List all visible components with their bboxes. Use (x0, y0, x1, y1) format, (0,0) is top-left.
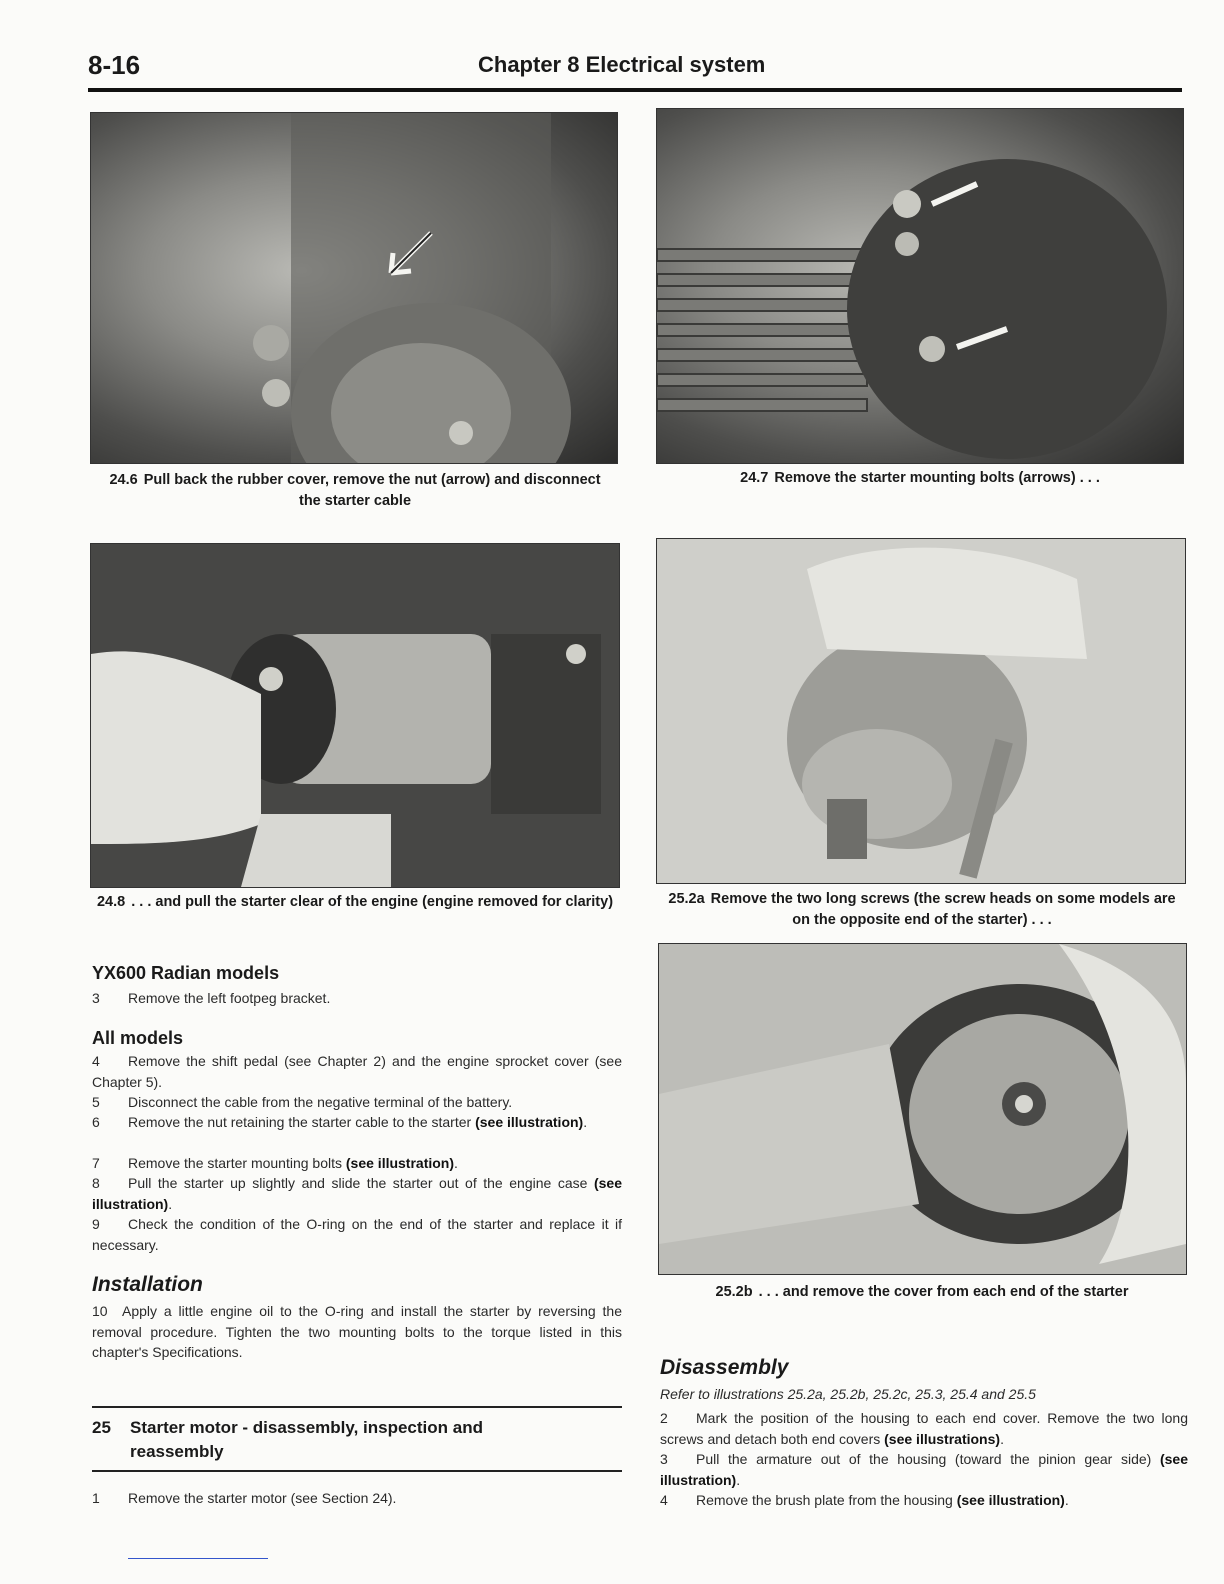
section-rule-bottom (92, 1470, 622, 1472)
photo-24-8 (90, 543, 620, 888)
footer-line (128, 1558, 268, 1559)
caption-25-2b: 25.2b . . . and remove the cover from each end of the starter (715, 1284, 1129, 1300)
step-5: 5 Disconnect the cable from the negative terminal of the battery. (92, 1094, 513, 1110)
caption-24-6: 24.6 Pull back the rubber cover, remove the nut (arrow) and disconnect the starter cable (109, 472, 601, 509)
caption-25-2a: 25.2a Remove the two long screws (the screw heads on some models are on the opposite end of the starter) . . . (668, 891, 1176, 928)
step-1: 1 Remove the starter motor (see Section 24). (92, 1490, 397, 1506)
step-3-left: 3 Remove the left footpeg bracket. (92, 990, 331, 1006)
caption-24-7: 24.7 Remove the starter mounting bolts (arrows) . . . (740, 470, 1100, 486)
step-6: 6 Remove the nut retaining the starter cable to the starter (see illustration). (92, 1114, 588, 1130)
page-number: 8-16 (88, 50, 141, 80)
step-4-right: 4 Remove the brush plate from the housing (see illustration). (660, 1492, 1069, 1508)
photo-25-2a (656, 538, 1186, 884)
step-3-right: 3 Pull the armature out of the housing (toward the pinion gear side) (see illustration). (660, 1451, 1188, 1488)
step-8: 8 Pull the starter up slightly and slide the starter out of the engine case (see illustration). (92, 1175, 622, 1212)
step-4: 4 Remove the shift pedal (see Chapter 2) and the engine sprocket cover (see Chapter 5). (92, 1053, 622, 1090)
photo-25-2b (658, 943, 1187, 1275)
refer-illustrations: Refer to illustrations 25.2a, 25.2b, 25.2c, 25.3, 25.4 and 25.5 (660, 1386, 1036, 1402)
section-25-title: 25 Starter motor - disassembly, inspection and reassembly (92, 1418, 483, 1461)
page-header (88, 50, 1180, 90)
step-2-right: 2 Mark the position of the housing to each end cover. Remove the two long screws and detach both end covers (see illustrations). (660, 1410, 1188, 1447)
heading-all-models: All models (92, 1028, 184, 1048)
section-rule-top (92, 1406, 622, 1408)
heading-radian-models: YX600 Radian models (92, 963, 280, 983)
heading-installation: Installation (92, 1273, 203, 1296)
step-9: 9 Check the condition of the O-ring on the end of the starter and replace it if necessary. (92, 1216, 622, 1253)
photo-24-6 (90, 112, 618, 464)
chapter-title: Chapter 8 Electrical system (478, 52, 766, 77)
header-rule (88, 88, 1182, 92)
caption-24-8: 24.8 . . . and pull the starter clear of the engine (engine removed for clarity) (96, 894, 614, 910)
step-7: 7 Remove the starter mounting bolts (see illustration). (92, 1155, 458, 1171)
heading-disassembly: Disassembly (660, 1356, 789, 1379)
step-10: 10 Apply a little engine oil to the O-ring and install the starter by reversing the removal procedure. Tighten the two mounting bolts to the torque listed in this chapter's Specifications. (92, 1303, 622, 1360)
photo-24-7 (656, 108, 1184, 464)
